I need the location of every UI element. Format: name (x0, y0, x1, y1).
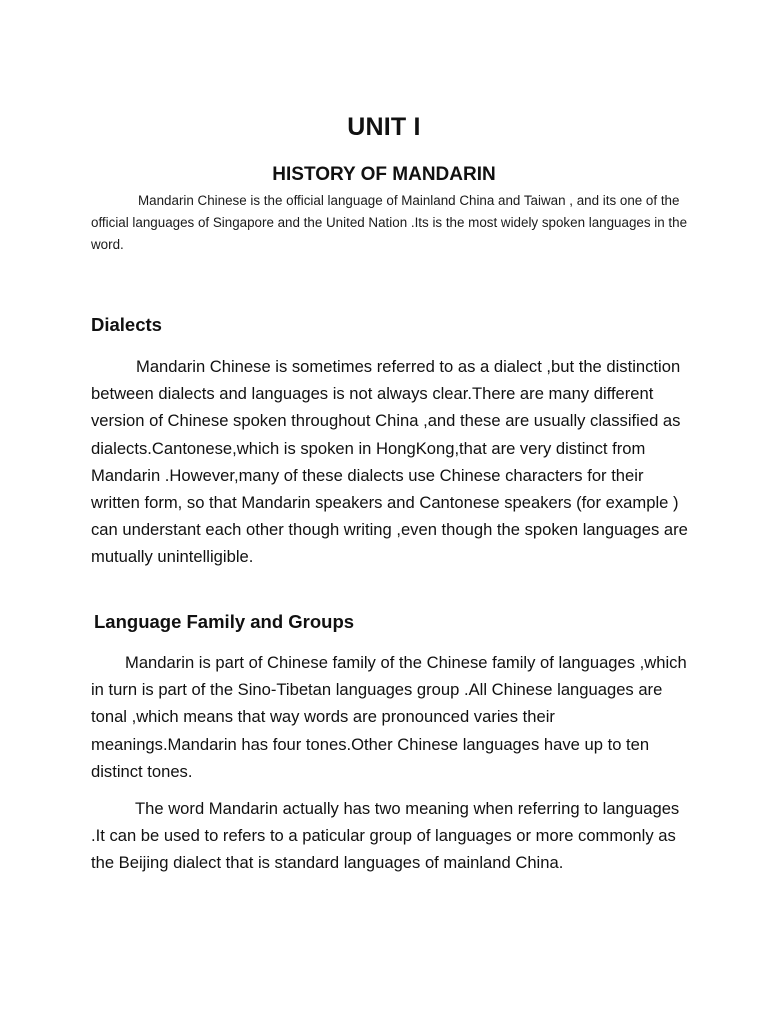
intro-paragraph: Mandarin Chinese is the official language of Mainland China and Taiwan , and its one of the official languages of Singapore and the United Nation .Its is the most widely spoken languages in the word. (91, 193, 688, 252)
dialects-paragraph: Mandarin Chinese is sometimes referred to as a dialect ,but the distinction between dialects and languages is not always clear.There are many different version of Chinese spoken throughout China ,and these are usually classified as dialects.Cantonese,which is spoken in HongKong,that are very distinct from Mandarin .However,many of these dialects use Chinese characters for their written form, so that Mandarin speakers and Cantonese speakers (for example ) can understant each other though writing ,even though the spoken languages are mutually unintelligible. (91, 357, 688, 567)
unit-title: UNIT I (347, 112, 421, 141)
language-family-paragraph: Mandarin is part of Chinese family of the Chinese family of languages ,which in turn is part of the Sino-Tibetan languages group .All Chinese languages are tonal ,which means that way words are pronounced varies their meanings.Mandarin has four tones.Other Chinese languages have up to ten distinct tones. (91, 653, 687, 781)
word-mandarin-paragraph: The word Mandarin actually has two meaning when referring to languages .It can be used to refers to a paticular group of languages or more commonly as the Beijing dialect that is standard languages of mainland China. (91, 799, 680, 873)
section-heading-dialects: Dialects (91, 314, 162, 335)
section-heading-language-family: Language Family and Groups (94, 611, 355, 632)
document-title: HISTORY OF MANDARIN (272, 163, 496, 185)
